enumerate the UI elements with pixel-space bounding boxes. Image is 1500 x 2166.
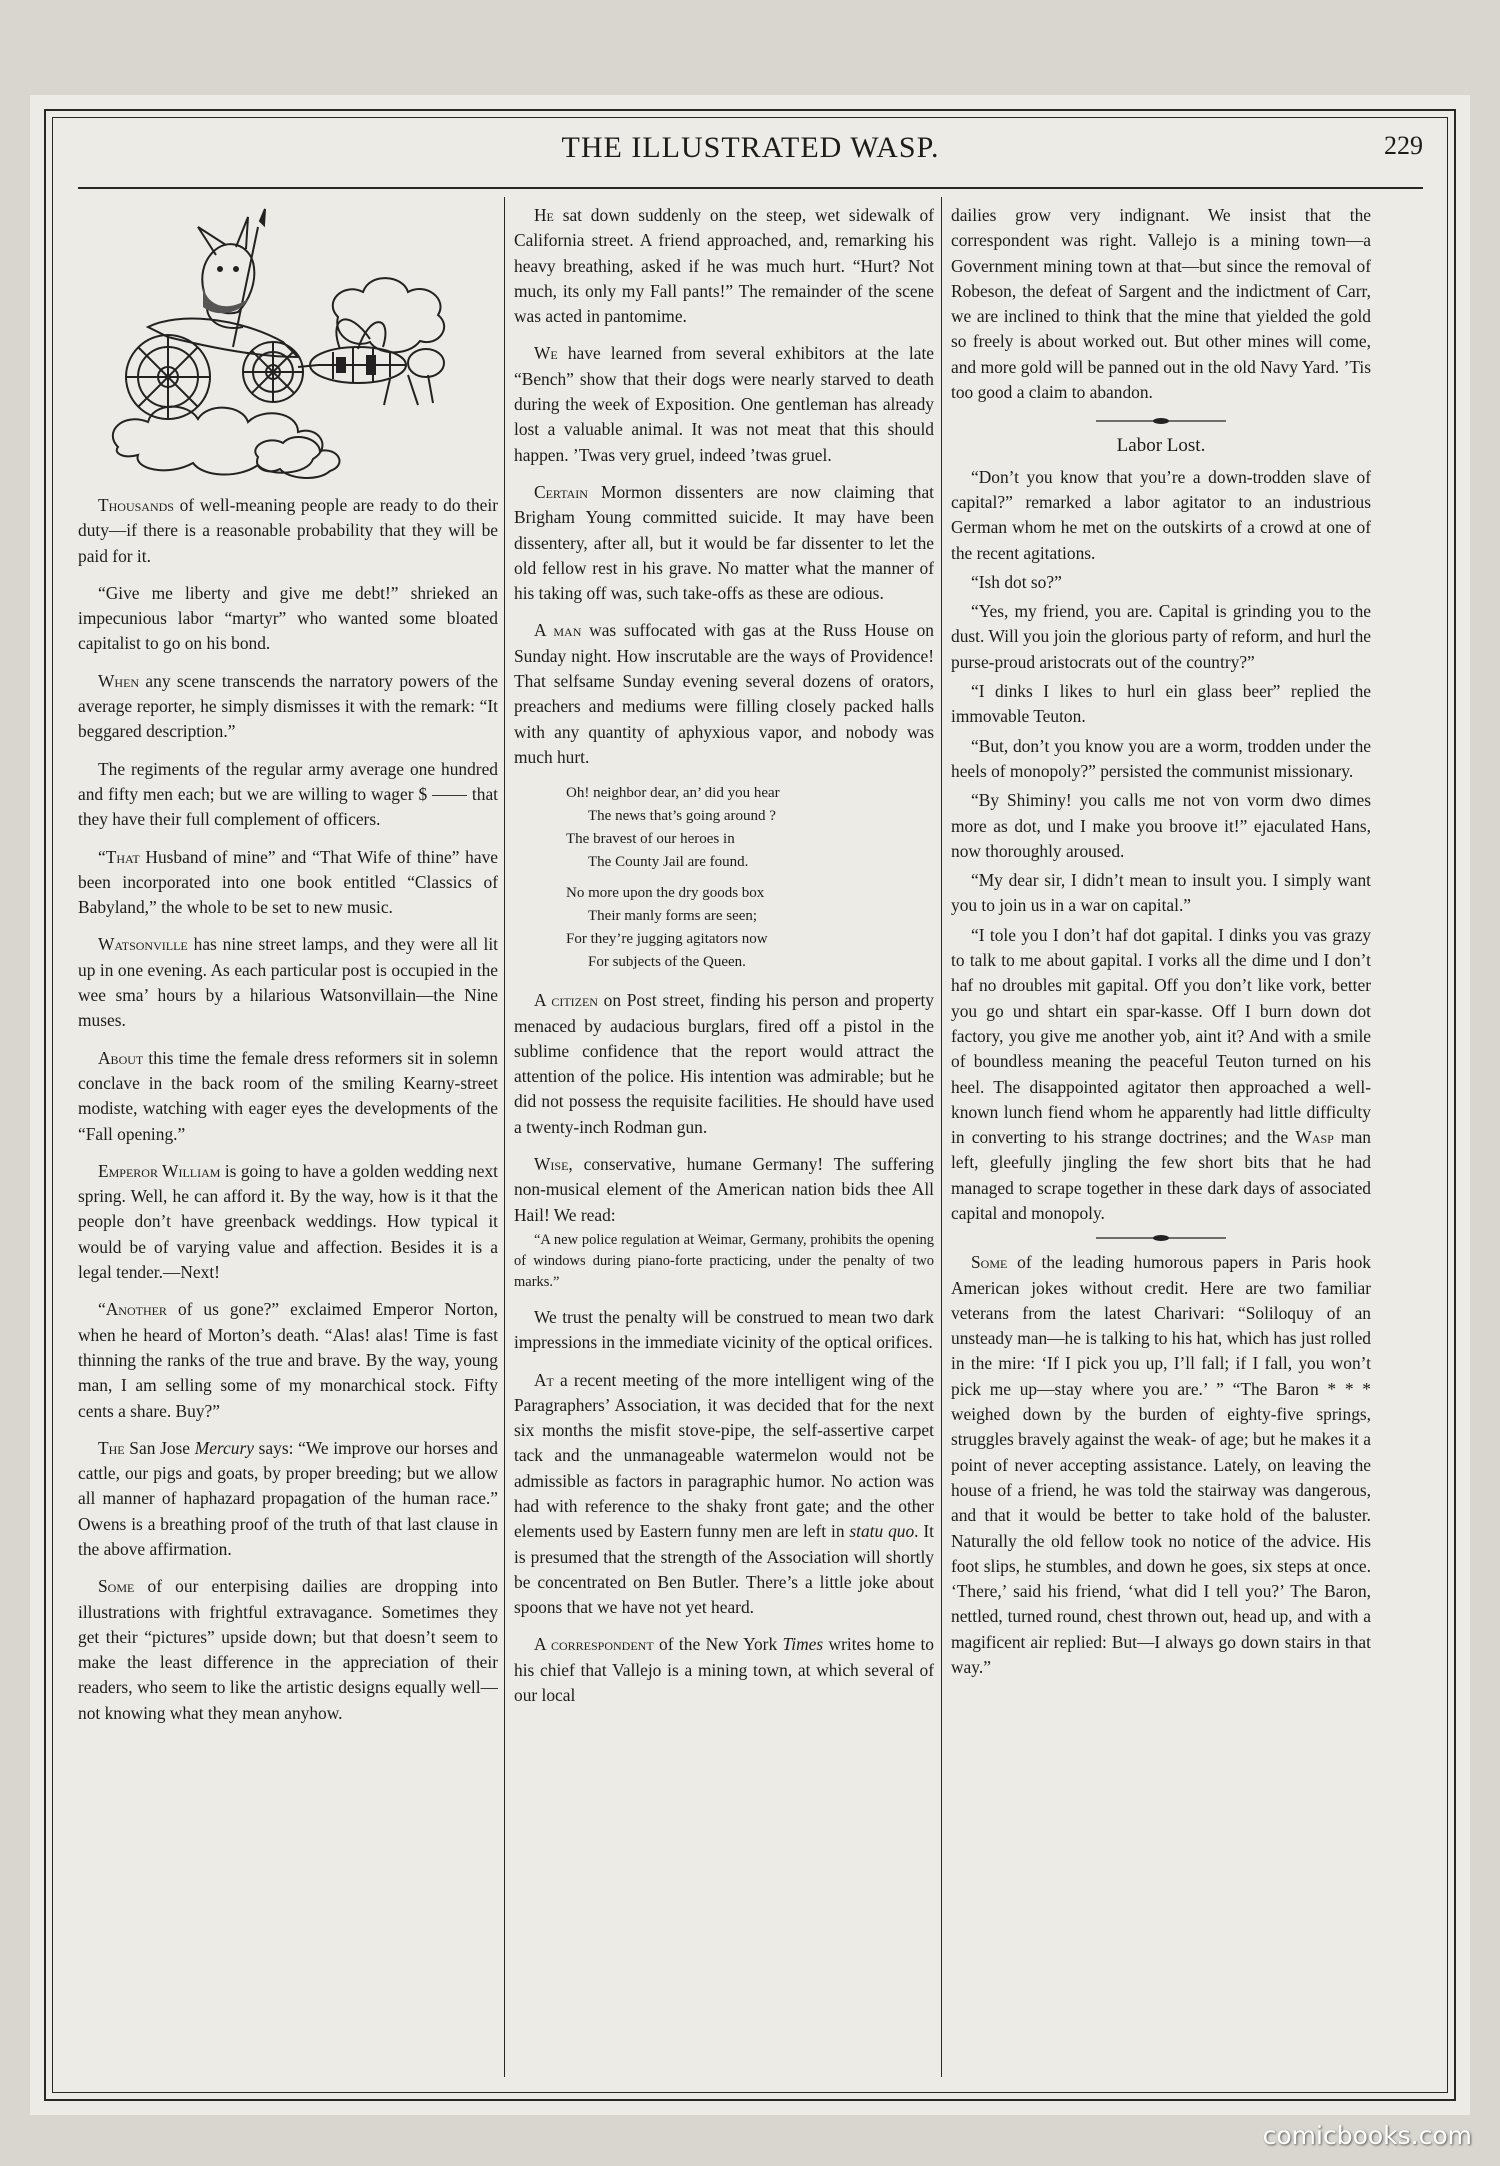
dialogue-paragraph: “Don’t you know that you’re a down-trodden slave of capital?” remarked a labor agitator to an industrious German whom he met on the outskirts of a crowd at one of the recent agitations. xyxy=(951,466,1371,563)
paragraph-italic: Mercury xyxy=(194,1437,254,1458)
lead-word: He xyxy=(534,205,554,225)
paragraph-text: of the New York xyxy=(653,1634,783,1655)
watermark: comicbooks.com xyxy=(1262,2121,1472,2150)
dialogue-paragraph: “But, don’t you know you are a worm, trodden under the heels of monopoly?” persisted the communist missionary. xyxy=(951,735,1371,781)
paragraph-text: . It is presumed that the strength of the Association will shortly be concentrated on Ben Butler. There’s a little joke about spoons that we have not yet heard. xyxy=(514,1521,934,1618)
paragraph-smallcaps: Wasp xyxy=(1295,1127,1334,1148)
lead-word: A correspondent xyxy=(534,1634,654,1655)
paragraph-text: a recent meeting of the more intelligent wing of the Paragraphers’ Association, it was decided that for the next six months the misfit stove-pipe, the self-assertive carpet tack and the unmanageable watermelon would not be admissible as factors in paragraphic humor. No action was had with reference to the shaky front gate; and the other elements used by Eastern funny men are left in xyxy=(514,1369,934,1542)
paragraph-text: was suffocated with gas at the Russ House on Sunday night. How inscrutable are the ways of Providence! That selfsame Sunday evening several dozens of orators, preachers and mediums were filling closely packed halls with any quantity of aphyxious vapor, and nobody was much hurt. xyxy=(514,620,934,767)
poem xyxy=(514,782,934,974)
paragraph: “Give me liberty and give me debt!” shrieked an impecunious labor “martyr” who wanted some bloated capitalist to go on his bond. xyxy=(78,582,498,654)
section-title: Labor Lost. xyxy=(1116,435,1206,457)
lead-word: A citizen xyxy=(534,990,598,1011)
section-ornament xyxy=(1096,1234,1226,1242)
paragraph-italic: Times xyxy=(782,1634,824,1655)
section-ornament xyxy=(1096,417,1226,425)
poem-stanza-2 xyxy=(514,882,934,974)
lead-word: Wise xyxy=(534,1154,569,1175)
masthead-title: THE ILLUSTRATED WASP. xyxy=(561,131,940,164)
poem-line: For subjects of the Queen. xyxy=(588,954,746,971)
dialogue-paragraph: “By Shiminy! you calls me not von vorm dwo dimes more as dot, und I make you broove it!” ejaculated Hans, now thoroughly aroused. xyxy=(951,790,1371,861)
lead-word: “That xyxy=(98,846,140,867)
column-2 xyxy=(514,203,934,2073)
page-number: 229 xyxy=(1384,131,1423,160)
paragraph-text: “I tole you I don’t haf dot gapital. I dinks you vas grazy to talk to me about gapital. I vorks all the dime und I don’t haf no droubles mit gapital. Off you don’t like vork, better you go und shtart ein spar-kasse. Off I burn down dot factory, you give me another yob, aint it? And with a smile of boundless meaning the peaceful Teuton turned on his heel. The disappointed agitator then approached a well-known lunch fiend whom he apparently had little difficulty in converting to his strange doctrines; and the xyxy=(951,924,1371,1148)
paragraph-text: any scene transcends the narratory powers of the average reporter, he simply dismisses it with the remark: “It beggared description.” xyxy=(78,670,498,742)
column-rule-1 xyxy=(504,197,505,2077)
column-rule-2 xyxy=(941,197,942,2077)
lead-word: About xyxy=(98,1047,144,1068)
lead-word: When xyxy=(98,670,140,691)
paragraph-text: Mormon dissenters are now claiming that Brigham Young committed suicide. It may have been dissentery, after all, but it would be far dissenter to let the old fellow rest in his grave. No matter what the manner of his taking off was, such take-offs as these are odious. xyxy=(514,481,934,604)
lead-word: We xyxy=(534,343,558,364)
paragraph-text: writes home to his chief that Vallejo is a mining town, at which several of our local xyxy=(514,1634,934,1706)
paragraph-text: San Jose xyxy=(124,1437,195,1458)
paragraph-text: have learned from several exhibitors at the late “Bench” show that their dogs were nearly starved to death during the week of Exposition. One gentleman has already lost a valuable animal. It was not meat that this should happen. ’Twas very gruel, indeed ’twas gruel. xyxy=(514,343,934,465)
poem-line: The news that’s going around ? xyxy=(588,808,776,825)
lead-word: Certain xyxy=(534,481,588,502)
lead-word: At xyxy=(534,1369,554,1390)
paragraph-text: of well-meaning people are ready to do their duty—if there is a reasonable probability that they will be paid for it. xyxy=(78,495,498,566)
lead-word: A man xyxy=(534,620,582,641)
paragraph-text: this time the female dress reformers sit in solemn conclave in the back room of the smiling Kearny-street modiste, watching with eager eyes the developments of the “Fall opening.” xyxy=(78,1047,498,1144)
paragraph-text: man left, gleefully jingling the few short bits that he had managed to scrape together in these dark days of associated capital and monopoly. xyxy=(951,1127,1371,1223)
dialogue-paragraph: “My dear sir, I didn’t mean to insult you. I simply want you to join us in a war on capital.” xyxy=(951,870,1371,916)
dialogue-paragraph: “Yes, my friend, you are. Capital is grinding you to the dust. Will you join the glorious party of reform, and hurl the purse-proud aristocrats out of the country?” xyxy=(951,601,1371,672)
dialogue-paragraph: “I dinks I likes to hurl ein glass beer” replied the immovable Teuton. xyxy=(951,681,1371,727)
paragraph-text: of our enterpising dailies are dropping into illustrations with frightful extravagance. Sometimes they get their “pictures” upside down; but that doesn’t seem to make the least difference in the appreciation of their readers, who seem to like the artistic designs equally well—not knowing what they mean anyhow. xyxy=(78,1576,498,1723)
lead-word: The xyxy=(98,1437,125,1458)
paragraph: The regiments of the regular army average one hundred and fifty men each; but we are willing to wager $ —— that they have their full complement of officers. xyxy=(78,758,498,830)
poem-stanza-1 xyxy=(514,782,934,874)
lead-word: Thousands xyxy=(98,495,174,515)
lead-word: Some xyxy=(971,1252,1008,1273)
paragraph-text: , conservative, humane Germany! The suffering non-musical element of the American nation bids thee All Hail! We read: xyxy=(514,1154,934,1225)
paragraph-text: Husband of mine” and “That Wife of thine” have been incorporated into one book entitled “Classics of Babyland,” the whole to be set to new music. xyxy=(78,846,498,918)
wasp-chariot-illustration xyxy=(108,207,468,485)
column-3 xyxy=(951,203,1371,2073)
paragraph-text: has nine street lamps, and they were all lit up in one evening. As each particular post is occupied in the wee sma’ hours by a hilarious Watsonvillain—the Nine muses. xyxy=(78,934,498,1031)
lead-word: Watsonville xyxy=(98,934,188,955)
paragraph-italic: statu quo xyxy=(849,1521,915,1542)
paragraph: dailies grow very indignant. We insist that the correspondent was right. Vallejo is a mining town—a Government mining town at that—but since the removal of Robeson, the defeat of Sargent and the indictment of Carr, we are inclined to think that the mine that yielded the gold so freely is about worked out. But other mines will come, and more gold will be panned out in the old Navy Yard. ’Tis too good a claim to abandon. xyxy=(951,205,1371,403)
page-header xyxy=(78,125,1423,175)
paragraph-text: sat down suddenly on the steep, wet sidewalk of California street. A friend approached, and, remarking his heavy breathing, asked if he was much hurt. “Hurt? Not much, its only my Fall pants!” The remainder of the scene was acted in pantomime. xyxy=(514,205,934,327)
paragraph-text: of the leading humorous papers in Paris hook American jokes without credit. Here are two familiar veterans from the latest Charivari: “Soliloquy of an unsteady man—he is talking to his hat, which has just rolled in the mire: ‘If I pick you up, I’ll fall; if I fall, you won’t pick me up—stay where you are.’ ” “The Baron * * * weighed down by the burden of eighty-five springs, struggles bravely against the weak- of age; but he makes it a point of never accepting assistance. Lately, on leaving the house of a friend, he was told the stairway was dangerous, and that it would be better to take hold of the baluster. Naturally the old fellow took no notice of the advice. His foot slips, he stumbles, and down he goes, six steps at once. ‘There,’ said his friend, ‘what did I tell you?’ The Baron, nettled, turned round, chest thrown out, head up, and with a magificent air replied: But—I always go down stairs in that way.” xyxy=(951,1252,1371,1678)
header-rule xyxy=(78,187,1423,189)
block-quote: “A new police regulation at Weimar, Germany, prohibits the opening of windows during piano-forte practicing, under the penalty of two marks.” xyxy=(514,1231,934,1290)
poem-line: The bravest of our heroes in xyxy=(566,831,735,848)
paragraph-text: of us gone?” exclaimed Emperor Norton, when he heard of Morton’s death. “Alas! alas! Time is fast thinning the ranks of the true and brave. By the way, young man, I am selling some of my monarchical stock. Fifty cents a share. Buy?” xyxy=(78,1299,498,1421)
lead-word: “Another xyxy=(98,1299,167,1320)
poem-line: Their manly forms are seen; xyxy=(588,908,758,925)
lead-word: Emperor William xyxy=(98,1160,221,1181)
paragraph-text: is going to have a golden wedding next spring. Well, he can afford it. By the way, how is it that the people don’t have greenback weddings. How typical it would be of varying value and affection. Besides it is a legal tender.—Next! xyxy=(78,1160,498,1283)
lead-word: Some xyxy=(98,1576,135,1597)
poem-line: For they’re jugging agitators now xyxy=(566,931,768,948)
paragraph: We trust the penalty will be construed to mean two dark impressions in the immediate vicinity of the optical orifices. xyxy=(514,1306,934,1353)
paragraph-text: on Post street, finding his person and property menaced by audacious burglars, fired off a pistol in the sublime confidence that the report would attract the attention of the police. His intention was admirable; but he did not possess the requisite facilities. He should have used a twenty-inch Rodman gun. xyxy=(514,990,934,1137)
poem-line: The County Jail are found. xyxy=(588,854,749,871)
poem-line: No more upon the dry goods box xyxy=(566,885,765,902)
dialogue-paragraph: “Ish dot so?” xyxy=(971,571,1062,592)
newspaper-page xyxy=(30,95,1470,2115)
poem-line: Oh! neighbor dear, an’ did you hear xyxy=(566,785,780,802)
paragraph-text: says: “We improve our horses and cattle, our pigs and goats, by proper breeding; but we allow all manner of haphazard propagation of the human race.” Owens is a breathing proof of the truth of that last clause in the above affirmation. xyxy=(78,1437,498,1559)
column-1 xyxy=(78,203,498,2073)
